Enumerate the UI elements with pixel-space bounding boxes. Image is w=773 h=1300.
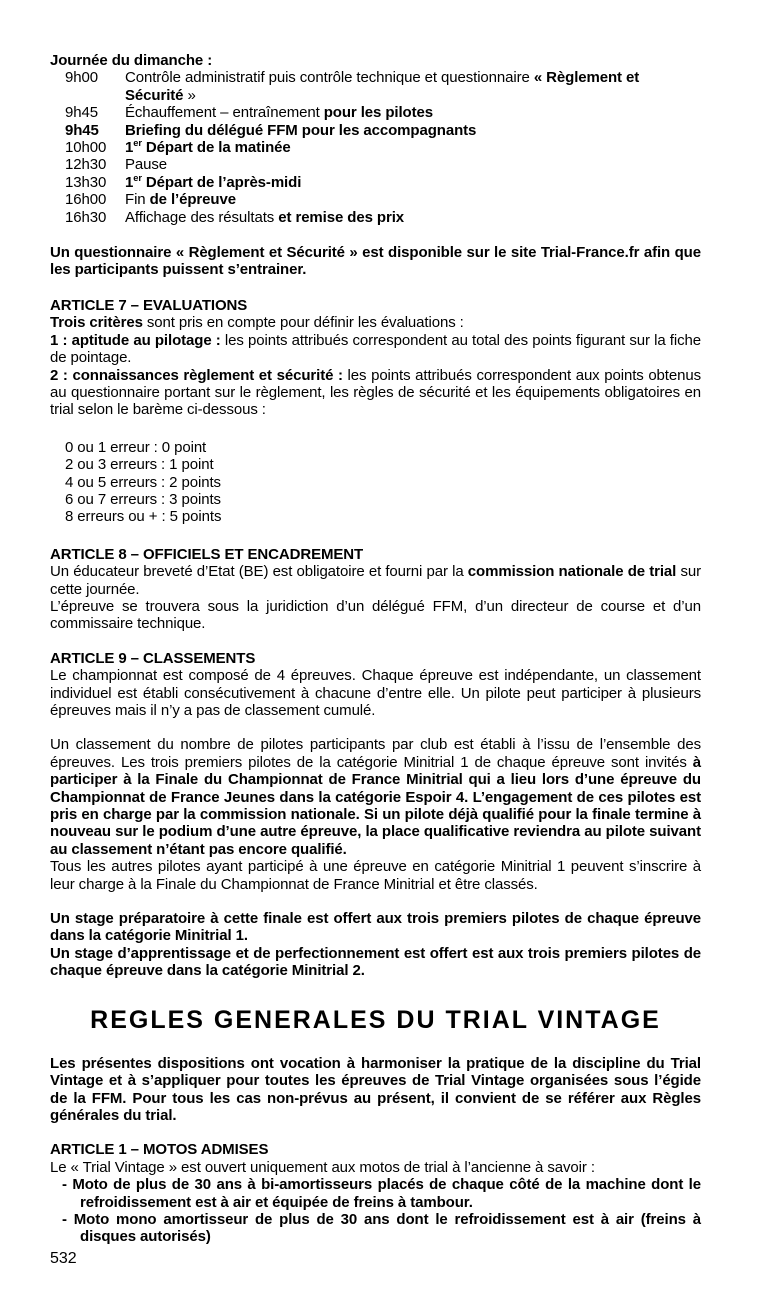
schedule-time: 9h45: [65, 104, 98, 122]
paragraph-text-bold: 2 : connaissances règlement et sécurité :: [50, 366, 343, 384]
schedule-time: 12h30: [65, 156, 107, 174]
error-scale-list: [50, 439, 701, 526]
error-scale-item: 2 ou 3 erreurs : 1 point: [65, 456, 214, 474]
schedule-text: Pause: [125, 156, 168, 174]
article-9-paragraph-4: Un stage préparatoire à cette finale est offert aux trois premiers pilotes de chaque épreuve dans la catégorie Minitrial 1.: [50, 910, 701, 945]
page-content: [50, 52, 701, 1246]
schedule-desc: [125, 139, 701, 156]
schedule-row: [50, 156, 701, 173]
schedule-text: »: [183, 86, 196, 104]
schedule-time: 13h30: [65, 173, 107, 191]
article-1-lead: Le « Trial Vintage » est ouvert uniquement aux motos de trial à l’ancienne à savoir :: [50, 1158, 595, 1176]
schedule-row: [50, 209, 701, 226]
schedule-time: 10h00: [65, 139, 107, 157]
article-9-heading: ARTICLE 9 – CLASSEMENTS: [50, 649, 256, 667]
schedule-section: [50, 52, 701, 226]
schedule-row: [50, 191, 701, 208]
schedule-row: [50, 174, 701, 191]
schedule-desc: [125, 191, 701, 208]
article-9-paragraph-2: [50, 736, 701, 858]
schedule-desc: [125, 209, 701, 226]
schedule-text-bold: Briefing du délégué FFM pour les accompagnants: [125, 121, 477, 139]
schedule-desc: [125, 122, 701, 139]
trial-vintage-heading: REGLES GENERALES DU TRIAL VINTAGE: [90, 1005, 661, 1034]
error-scale-item: 6 ou 7 erreurs : 3 points: [65, 490, 221, 508]
schedule-desc: [125, 69, 701, 104]
article-9-section: [50, 650, 701, 980]
article-8-paragraph-1: [50, 563, 701, 598]
schedule-desc: [125, 174, 701, 191]
moto-bullet-item: - Moto de plus de 30 ans à bi-amortisseurs placés de chaque côté de la machine dont le refroidissement est à air et équipée de freins à tambour.: [62, 1176, 701, 1211]
paragraph-text: Un classement du nombre de pilotes participants par club est établi à l’issu de l’ensemble des épreuves. Les trois premiers pilotes de la catégorie Minitrial 1 de chaque épreuve sont invités: [50, 736, 701, 771]
article-8-paragraph-2: L’épreuve se trouvera sous la juridiction d’un délégué FFM, d’un directeur de course et d’un commissaire technique.: [50, 597, 701, 633]
schedule-text-bold: Départ de la matinée: [141, 139, 291, 157]
article-7-criterion-1: [50, 332, 701, 367]
paragraph-text: Un éducateur breveté d’Etat (BE) est obligatoire et fourni par la: [50, 563, 468, 581]
trial-vintage-intro: Les présentes dispositions ont vocation à harmoniser la pratique de la discipline du Trial Vintage et à s’appliquer pour toutes les épreuves de Trial Vintage organisées sous l’égide de la FFM. Pour tous les cas non-prévus au présent, il convient de se référer aux Règles générales du trial.: [50, 1054, 701, 1124]
paragraph-text-bold: à participer à la Finale du Championnat de France Minitrial qui a lieu lors d’une épreuve du Championnat de France Jeunes dans la catégorie Espoir 4. L’engagement de ces pilotes est pris en charge par la commission nationale. Si un pilote déjà qualifié pour la finale termine à nouveau sur le podium d’une autre épreuve, la place qualificative reviendra au pilote suivant au classement n’étant pas encore qualifié.: [50, 753, 701, 858]
schedule-title: Journée du dimanche :: [50, 52, 213, 69]
paragraph-text-bold: 1 : aptitude au pilotage :: [50, 331, 221, 349]
schedule-time: 9h45: [65, 121, 99, 139]
schedule-text-bold: 1: [125, 173, 134, 191]
article-7-heading: ARTICLE 7 – EVALUATIONS: [50, 296, 248, 314]
schedule-text-bold: de l’épreuve: [149, 191, 236, 209]
schedule-desc: [125, 156, 701, 173]
error-scale-item: 8 erreurs ou + : 5 points: [65, 508, 222, 526]
questionnaire-note: Un questionnaire « Règlement et Sécurité » est disponible sur le site Trial-France.fr afin que les participants puissent s’entrainer.: [50, 244, 701, 279]
article-9-paragraph-5: Un stage d’apprentissage et de perfectionnement est offert est aux trois premiers pilotes de chaque épreuve dans la catégorie Minitrial 2.: [50, 944, 701, 980]
schedule-text-bold: 1: [125, 139, 134, 157]
schedule-time: 9h00: [65, 69, 98, 87]
error-scale-item: 4 ou 5 erreurs : 2 points: [65, 473, 221, 491]
schedule-desc: [125, 104, 701, 121]
paragraph-text: sur cette journée.: [50, 563, 701, 598]
article-7-intro: [50, 314, 701, 331]
schedule-text: Échauffement – entraînement: [125, 104, 324, 122]
schedule-text-bold: Départ de l’après-midi: [141, 173, 302, 191]
article-8-section: [50, 546, 701, 633]
article-7-section: [50, 297, 701, 526]
paragraph-text-bold: Trois critères: [50, 314, 143, 332]
superscript-er: er: [133, 138, 142, 149]
paragraph-text: sont pris en compte pour définir les évaluations :: [142, 314, 464, 332]
schedule-text: Affichage des résultats: [125, 208, 279, 226]
schedule-text-bold: pour les pilotes: [323, 104, 433, 122]
article-7-criterion-2: [50, 367, 701, 419]
moto-bullet-item: - Moto mono amortisseur de plus de 30 ans dont le refroidissement est à air (freins à disques autorisés): [62, 1210, 701, 1246]
error-scale-item: 0 ou 1 erreur : 0 point: [65, 438, 207, 456]
schedule-row: [50, 104, 701, 121]
schedule-time: 16h00: [65, 191, 107, 209]
schedule-row: [50, 69, 701, 104]
schedule-row: [50, 122, 701, 139]
article-9-paragraph-1: Le championnat est composé de 4 épreuves. Chaque épreuve est indépendante, un classement individuel est établi consécutivement à chacune d’entre elle. Un pilote peut participer à plusieurs épreuves mais il n’y a pas de classement cumulé.: [50, 667, 701, 719]
schedule-time: 16h30: [65, 208, 107, 226]
superscript-er: er: [133, 172, 142, 183]
article-8-heading: ARTICLE 8 – OFFICIELS ET ENCADREMENT: [50, 545, 364, 563]
trial-vintage-section: [50, 1006, 701, 1246]
paragraph-text: les points attribués correspondent aux points obtenus au questionnaire portant sur le règlement, les règles de sécurité et les équipements obligatoires en trial selon le barème ci-dessous :: [50, 366, 701, 419]
schedule-text: Fin: [125, 191, 150, 209]
page-number: 532: [50, 1250, 77, 1267]
paragraph-text-bold: commission nationale de trial: [467, 563, 677, 581]
paragraph-text: les points attribués correspondent au total des points figurant sur la fiche de pointage.: [50, 331, 701, 367]
schedule-text-bold: et remise des prix: [278, 208, 405, 226]
schedule-text: Contrôle administratif puis contrôle technique et questionnaire: [125, 69, 534, 87]
article-1-heading: ARTICLE 1 – MOTOS ADMISES: [50, 1141, 269, 1159]
schedule-row: [50, 139, 701, 156]
schedule-text-bold: « Règlement et Sécurité: [125, 69, 640, 104]
article-9-paragraph-3: Tous les autres pilotes ayant participé à une épreuve en catégorie Minitrial 1 peuvent s’inscrire à leur charge à la Finale du Championnat de France Minitrial et être classés.: [50, 858, 701, 893]
